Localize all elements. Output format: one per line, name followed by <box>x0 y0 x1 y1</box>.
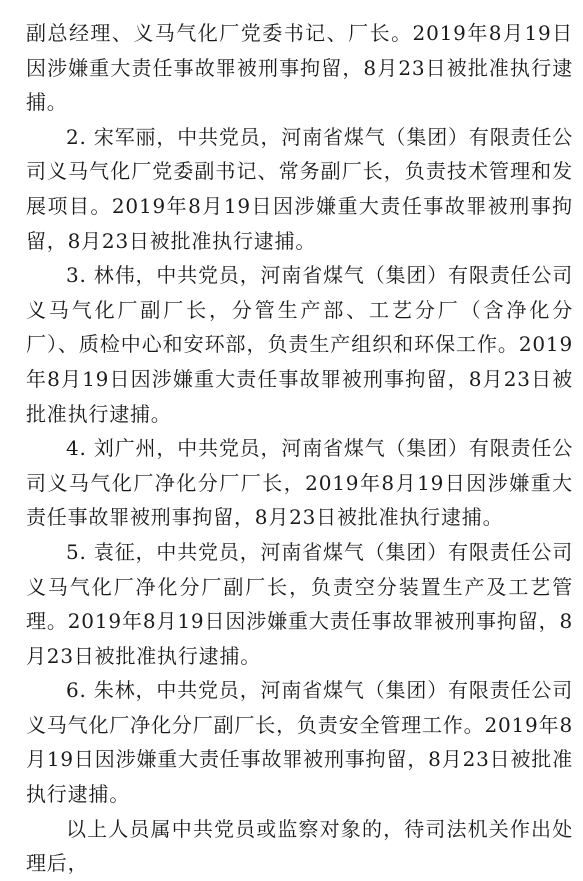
paragraph-item-3: 3. 林伟，中共党员，河南省煤气（集团）有限责任公司义马气化厂副厂长，分管生产部、工艺分厂（含净化分厂）、质检中心和安环部，负责生产组织和环保工作。2019年8月19日因涉嫌重大责任事故罪被刑事拘留，8月23日被批准执行逮捕。 <box>26 263 573 426</box>
paragraph-item-4: 4. 刘广州，中共党员，河南省煤气（集团）有限责任公司义马气化厂净化分厂厂长，2019年8月19日因涉嫌重大责任事故罪被刑事拘留，8月23日被批准执行逮捕。 <box>26 436 573 530</box>
paragraph-item-2: 2. 宋军丽，中共党员，河南省煤气（集团）有限责任公司义马气化厂党委副书记、常务副厂长，负责技术管理和发展项目。2019年8月19日因涉嫌重大责任事故罪被刑事拘留，8月23日被批准执行逮捕。 <box>26 124 573 253</box>
paragraph-closing: 以上人员属中共党员或监察对象的，待司法机关作出处理后， <box>26 816 573 876</box>
paragraph-continuation: 副总经理、义马气化厂党委书记、厂长。2019年8月19日因涉嫌重大责任事故罪被刑事拘留，8月23日被批准执行逮捕。 <box>26 21 573 115</box>
paragraph-item-6: 6. 朱林，中共党员，河南省煤气（集团）有限责任公司义马气化厂净化分厂副厂长，负责安全管理工作。2019年8月19日因涉嫌重大责任事故罪被刑事拘留，8月23日被批准执行逮捕。 <box>26 678 573 807</box>
paragraph-item-5: 5. 袁征，中共党员，河南省煤气（集团）有限责任公司义马气化厂净化分厂副厂长，负责空分装置生产及工艺管理。2019年8月19日因涉嫌重大责任事故罪被刑事拘留，8月23日被批准执行逮捕。 <box>26 539 573 668</box>
